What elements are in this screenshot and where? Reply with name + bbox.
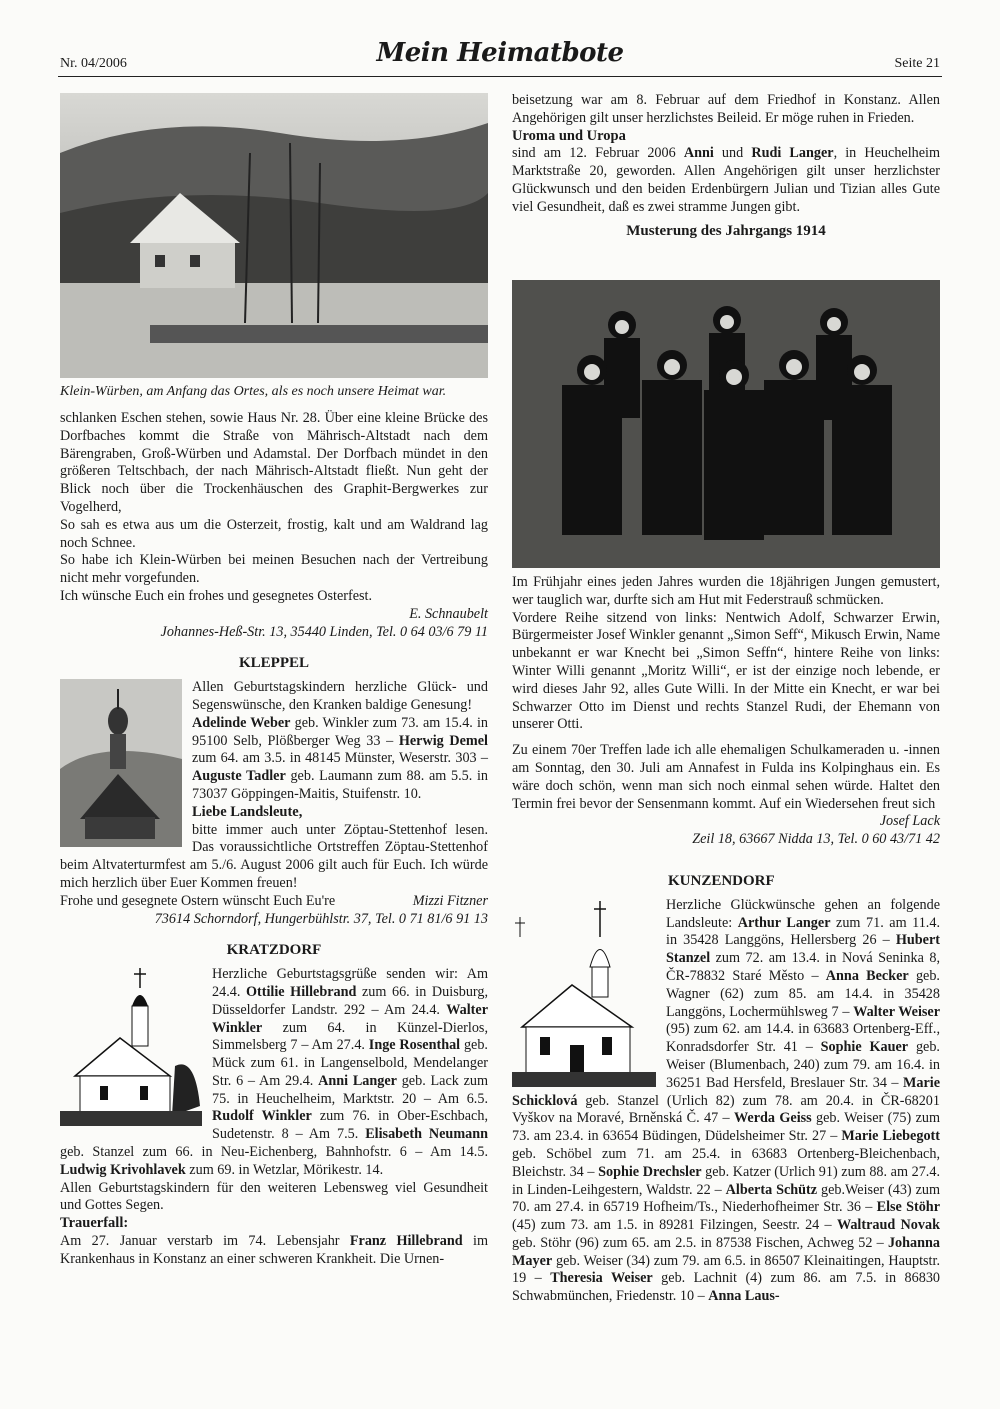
name: Marie Liebegott [841,1128,940,1145]
name: Inge Rosenthal [368,1037,461,1054]
birthday-list: Herzliche Geburtstagsgrüße senden wir: Am 24.4. Ottilie Hillebrand zum 66. in Duisburg, Düsseldorfer Landstr. 292 – Am 24.4. Walter Winkler zum 64. in Künzel-Dierlos, Simmelsberg 7 – Am 27.4. Inge Rosenthal geb. Mück zum 61. in Langenselbold, Mendelanger Str. 6 – Am 29.4. Anni Langer geb. Lack zum 75. in Heuchelheim, Marktstr. 20 – Am 6.5. Rudolf Winkler zum 76. in Ober-Eschbach, Sudetenstr. 8 – Am 7.5. Elisabeth Neumann geb. Stanzel zum 66. in Neu-Eichenberg, Bahnhofstr. 6 – Am 14.5. Ludwig Krivohlavek zum 69. in Wetzlar, Mörikestr. 14. [60,966,489,1178]
paragraph: beisetzung war am 8. Februar auf dem Friedhof in Konstanz. Allen Angehörigen gilt unser herzlichstes Beileid. Er möge ruhen in Frieden. [512,92,940,126]
masthead: Mein Heimatbote [376,38,624,68]
name: Werda Geiss [734,1110,812,1127]
paragraph: Ich wünsche Euch ein frohes und gesegnetes Osterfest. [60,587,373,604]
paragraph: Allen Geburtstagskindern für den weiteren Lebensweg viel Gesundheit und Gottes Segen. [60,1179,488,1214]
name: Anna Laus- [708,1288,780,1305]
signature: E. Schnaubelt [409,605,488,622]
page-number: Seite 21 [894,56,940,71]
name: Ludwig Krivohlavek [60,1161,186,1178]
signature: Josef Lack [879,813,940,830]
name: Adelinde Weber [192,714,291,731]
paragraph: sind am 12. Februar 2006 Anni und Rudi Langer, in Heuchelheim Marktstraße 20, geworden. Allen Angehörigen gilt unser herzlichster Glückwunsch und den beiden Erdenbürgern Julian und Tizian alles Gute viel Gesundheit, daß es zwei stramme Jungen gibt. [512,145,941,215]
name: Arthur Langer [737,914,831,931]
name: Anna Becker [825,967,909,984]
name: Walter Weiser [853,1003,940,1020]
name: Waltraud Novak [836,1217,940,1234]
name: Auguste Tadler [192,768,286,785]
paragraph: Im Frühjahr eines jeden Jahres wurden die 18jährigen Jungen gemustert, wer tauglich war, durfte sich am Hut mit Federstrauß schmücken. [512,574,940,608]
name: Anni Langer [318,1072,397,1089]
church-drawing [60,966,202,1126]
section-title-uroma: Uroma und Uropa [512,127,626,144]
greeting: Liebe Landsleute, [192,803,303,820]
name: Franz Hillebrand [349,1233,463,1250]
photo-caption: Klein-Würben, am Anfang das Ortes, als es noch unsere Heimat war. [60,384,447,399]
name: Alberta Schütz [725,1181,818,1198]
birthday-list: Adelinde Weber geb. Winkler zum 73. am 15.4. in 95100 Selb, Plößberger Weg 33 – Herwig Demel zum 64. am 3.5. in 48145 Münster, Weserstr. 303 – Auguste Tadler geb. Laumann zum 88. am 5.5. in 73037 Göppingen-Maitis, Stuifenstr. 10. [192,714,489,802]
name: Ottilie Hillebrand [245,983,357,1000]
signature: Mizzi Fitzner [412,892,488,909]
paragraph: Zu einem 70er Treffen lade ich alle ehemaligen Schulkameraden u. -innen am Sonntag, den 30. Juli am Annafest in Fulda ins Kolpinghaus ein. Es wäre doch schön, wenn man sich noch einmal sehen würde. Haltet den Termin frei bevor der Sensenmann kommt. Auf ein Wiedersehen freut sich Josef Lack [512,742,940,830]
name: Sophie Kauer [820,1039,909,1056]
name: Rudolf Winkler [212,1108,312,1125]
closing-line: Frohe und gesegnete Ostern wünscht Euch Eu're Mizzi Fitzner [60,892,488,909]
name: Anni [683,145,714,162]
header-rule [58,76,942,77]
birthday-list: Herzliche Glückwünsche gehen an folgende Landsleute: Arthur Langer zum 71. am 11.4. in 35428 Langgöns, Hellersberg 26 – Hubert Stanzel zum 72. am 13.4. in Nová Seninka 8, ČR-78832 Staré Město – Anna Becker geb. Wagner (62) zum 85. am 14.4. in 35428 Langgöns, Lochermühlsweg 7 – Walter Weiser (95) zum 62. am 14.4. in 63683 Ortenberg-Eff., Konradsdorfer Str. 41 – Sophie Kauer geb. Weiser (Blumenbach, 240) zum 79. am 16.4. in 36251 Bad Hersfeld, Breslauer Str. 34 – Marie Schicklová geb. Stanzel (Urlich 82) zum 78. am 20.4. in ČR-68201 Vyškov na Moravé, Brněnská Č. 47 – Werda Geiss geb. Weiser (75) zum 73. am 23.4. in 63654 Büdingen, Düdelsheimer Str. 27 – Marie Liebegott geb. Schöbel zum 71. am 25.4. in 63683 Ortenberg-Bleichenbach, Bleichstr. 34 – Sophie Drechsler geb. Katzer (Urlich 91) zum 88. am 27.4. in Linden-Leihgestern, Waldstr. 22 – Alberta Schütz geb.Weiser (43) zum 70. am 27.4. in 65719 Hofheim/Ts., Niederhofheimer Str. 36 – Else Stöhr (45) zum 73. am 1.5. in 89281 Filzingen, Seestr. 24 – Waltraud Novak geb. Stöhr (96) zum 65. am 2.5. in 87538 Fischen, Achweg 52 – Johanna Mayer geb. Weiser (34) zum 79. am 6.5. in 86507 Kleinaitingen, Hauptstr. 19 – Theresia Weiser geb. Lachnit (4) zum 86. am 7.5. in 86830 Schwabmünchen, Friedenstr. 10 – Anna Laus- [512,896,941,1305]
village-photo [60,93,488,378]
paragraph: Allen Geburtstagskindern herzliche Glück- und Segenswünsche, den Kranken baldige Genesung! [192,679,488,713]
address: 73614 Schorndorf, Hungerbühlstr. 37, Tel. 0 71 81/6 91 13 [154,910,488,927]
obituary: Am 27. Januar verstarb im 74. Lebensjahr Franz Hillebrand im Krankenhaus in Konstanz an einer schweren Krankheit. Die Urnen- [60,1233,488,1267]
section-title-kratzdorf: KRATZDORF [226,942,322,959]
group-photo [512,280,940,568]
name: Rudi Langer [751,145,834,162]
name: Else Stöhr [876,1199,940,1216]
paragraph: So sah es etwa aus um die Osterzeit, frostig, kalt und am Waldrand lag noch Schnee. [60,516,488,551]
left-column [60,410,488,1269]
issue-number: Nr. 04/2006 [60,56,127,71]
section-title-kleppel: KLEPPEL [238,655,309,672]
right-column-top [512,92,940,246]
name: Elisabeth Neumann [365,1126,489,1143]
name: Walter Winkler [212,1001,488,1036]
address: Zeil 18, 63667 Nidda 13, Tel. 0 60 43/71 42 [692,831,940,848]
name: Johanna Mayer [512,1234,940,1269]
section-title-kunzendorf: KUNZENDORF [668,872,775,889]
section-title-musterung: Musterung des Jahrgangs 1914 [626,222,826,239]
name: Sophie Drechsler [598,1163,702,1180]
name: Marie Schicklová [512,1074,940,1109]
paragraph: Vordere Reihe sitzend von links: Nentwich Adolf, Schwarzer Erwin, Bürgermeister Josef Winkler genannt „Simon Seff“, Mikusch Erwin, Name unbekannt er war Knecht bei „Simon Seffn“, hintere Reihe von links: Winter Willi genannt „Moritz Willi“, er ist der einzige noch lebende, er wird dieses Jahr 92, alles Gute Willi. In der Mitte ein Knecht, er war bei Schwarzer Otto im Dienst und rechts Stanzel Rudi, der Ehemann von unserer Otti. [512,609,940,733]
chapel-drawing [512,897,656,1087]
paragraph: bitte immer auch unter Zöptau-Stettenhof lesen. Das voraussichtliche Ortstreffen Zöptau-Stettenhof beim Altvaterturmfest am 5./6. August 2006 gilt auch für Euch. Ich würde mich herzlich über Euer Kommen freuen! [60,821,488,891]
paragraph: schlanken Eschen stehen, sowie Haus Nr. 28. Über eine kleine Brücke des Dorfbaches kommt die Straße von Mährisch-Altstadt nach dem Bärengraben, Groß-Würben und Adamstal. Der Dorfbach mündet in den größeren Teltschbach, der nach Mährisch-Altstadt fließt. Nun geht der Blick noch über die Trockenhäuschen des Graphit-Bergwerkes zur Vogelherd, [60,410,488,515]
address: Johannes-Heß-Str. 13, 35440 Linden, Tel. 0 64 03/6 79 11 [160,623,488,640]
name: Hubert Stanzel [666,932,940,967]
trauer-title: Trauerfall: [60,1215,129,1232]
right-column-bottom [512,574,940,1306]
paragraph: So habe ich Klein-Würben bei meinen Besuchen nach der Vertreibung nicht mehr vorgefunden. [60,552,488,587]
name: Theresia Weiser [550,1270,653,1287]
chapel-photo [60,679,182,847]
name: Herwig Demel [398,732,488,749]
